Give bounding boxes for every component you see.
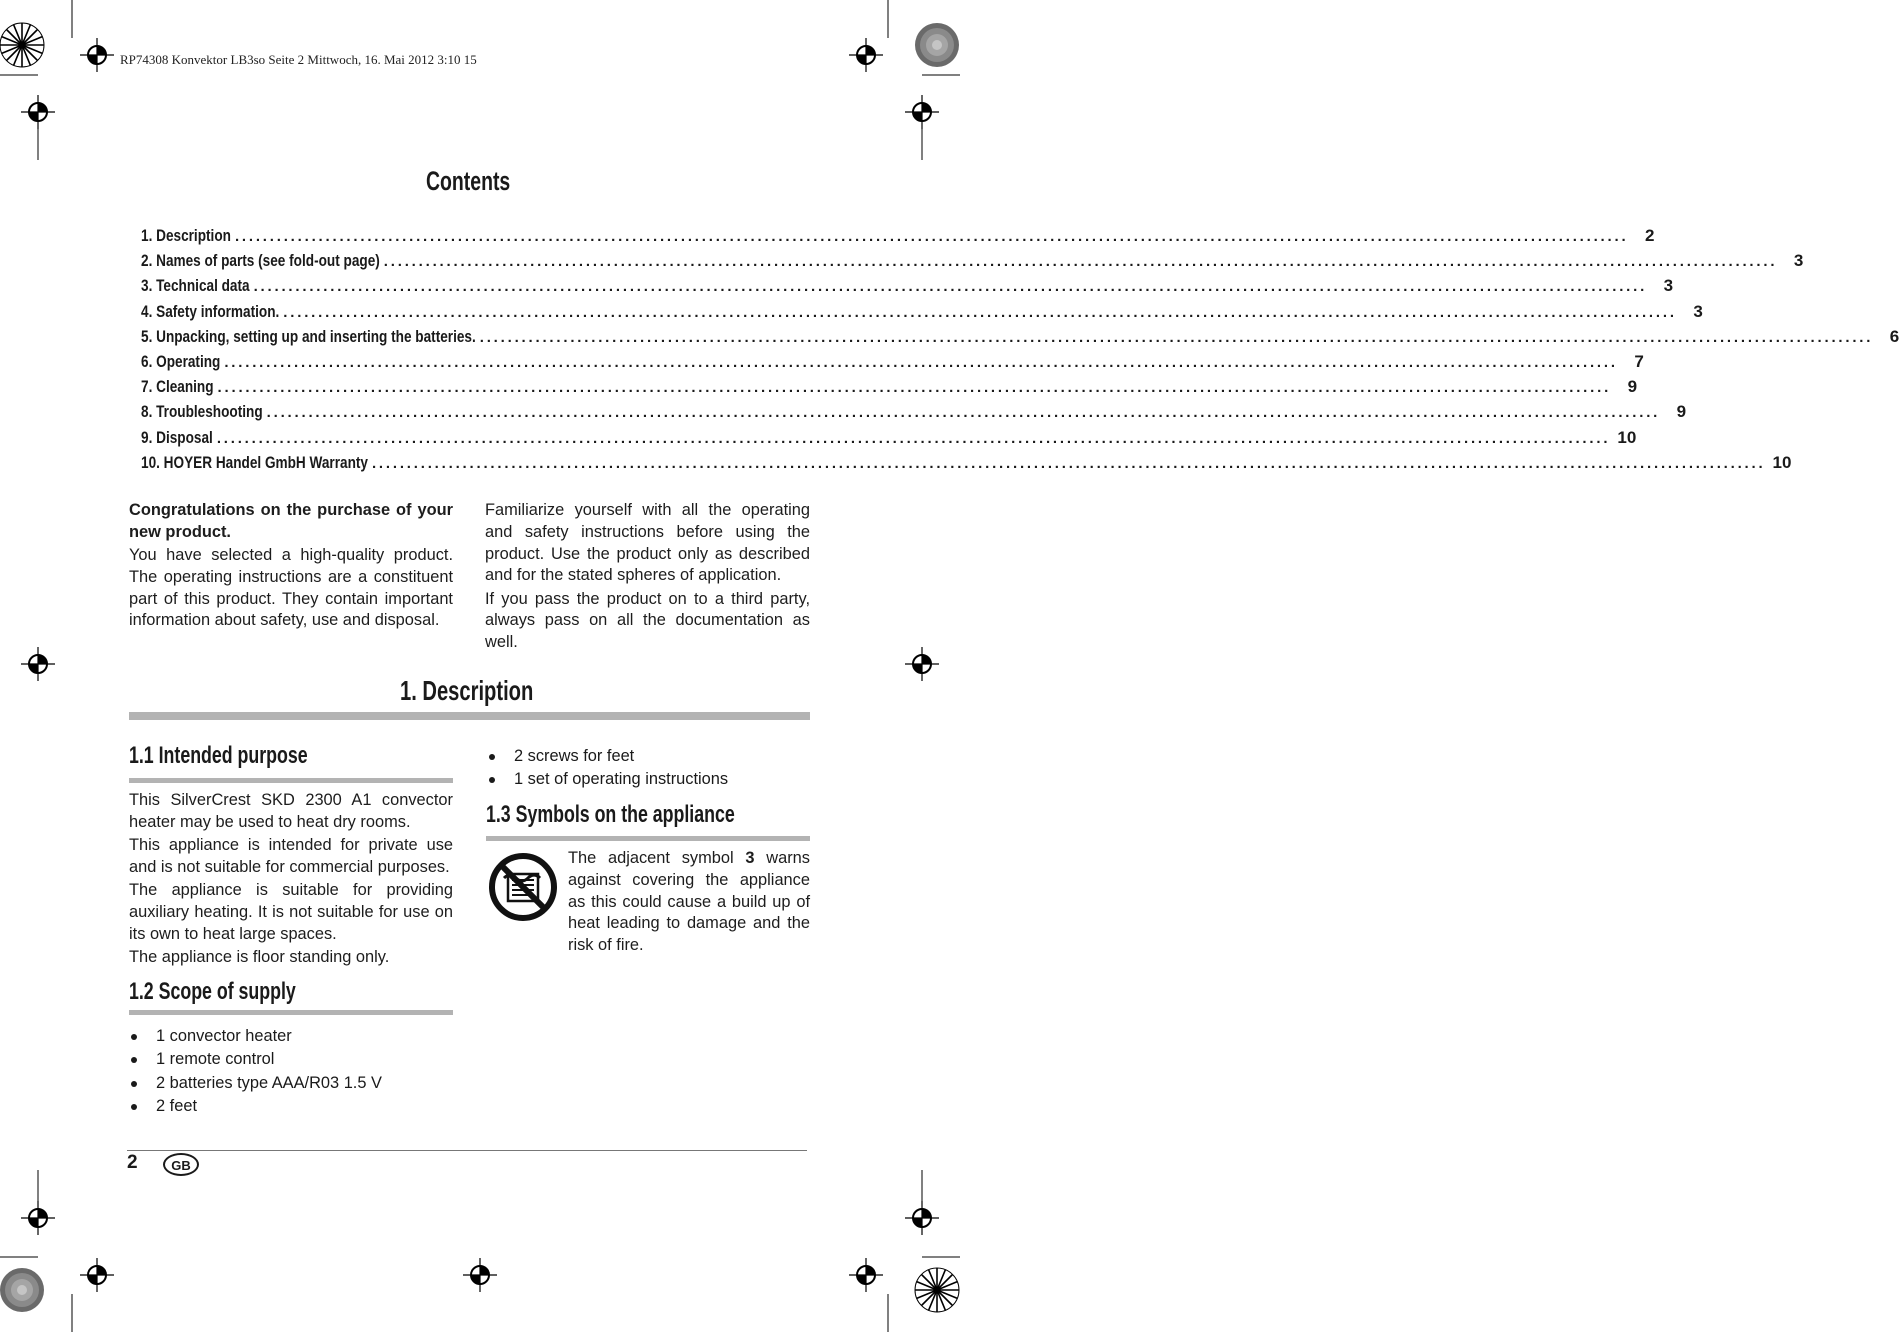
toc-entry	[141, 349, 1644, 374]
supply-list-right	[487, 745, 817, 792]
intended-purpose-text	[129, 790, 453, 970]
intended-purpose-p3: The appliance is suitable for providing auxiliary heating. It is not suitable for use on its own to heat large spaces.	[129, 881, 453, 943]
toc-entry	[141, 223, 1655, 248]
section-bar	[129, 712, 810, 720]
toc-entry-page: 10	[1772, 452, 1792, 472]
toc-leader-dots: ........................................................................................................................................................................................................	[234, 228, 1629, 245]
print-slug: RP74308 Konvektor LB3so Seite 2 Mittwoch, 16. Mai 2012 3:10 15	[120, 52, 477, 67]
list-item: 1 remote control	[129, 1048, 459, 1071]
toc-entry-label: 1. Description	[141, 226, 231, 245]
heading-intended-purpose: 1.1 Intended purpose	[129, 742, 308, 769]
toc-entry-page: 3	[1793, 251, 1804, 271]
symbols-text	[568, 848, 810, 958]
language-badge: GB	[163, 1153, 199, 1176]
toc-entry-label: 10. HOYER Handel GmbH Warranty	[141, 452, 368, 472]
table-of-contents	[141, 223, 1899, 475]
toc-entry-page: 3	[1693, 301, 1703, 321]
footer-rule	[127, 1150, 807, 1151]
toc-leader-dots: ........................................................................................................................................................................................................	[383, 253, 1778, 271]
list-item: 2 batteries type AAA/R03 1.5 V	[129, 1072, 459, 1095]
heading-symbols: 1.3 Symbols on the appliance	[486, 801, 735, 828]
toc-entry-page: 2	[1644, 226, 1655, 245]
toc-entry	[141, 425, 1637, 450]
intro-text: You have selected a high-quality product. The operating instructions are a constituent part of this product. They contain important information about safety, use and disposal.	[129, 546, 453, 630]
intro-left	[129, 500, 453, 634]
toc-entry-label: 2. Names of parts (see fold-out page)	[141, 251, 380, 271]
subsection-bar	[129, 1010, 453, 1015]
toc-entry-page: 7	[1634, 351, 1644, 371]
intended-purpose-p1: This SilverCrest SKD 2300 A1 convector heater may be used to heat dry rooms.	[129, 791, 453, 831]
symbol-number: 3	[745, 849, 755, 867]
toc-entry-label: 3. Technical data	[141, 276, 250, 296]
toc-entry-page: 10	[1617, 427, 1637, 447]
contents-title: Contents	[426, 166, 511, 196]
toc-leader-dots: ........................................................................................................................................................................................................	[217, 379, 1612, 397]
toc-entry-page: 9	[1676, 402, 1687, 422]
toc-entry-label: 5. Unpacking, setting up and inserting the batteries.	[141, 326, 476, 346]
supply-list-left	[129, 1025, 459, 1118]
toc-leader-dots: ........................................................................................................................................................................................................	[253, 278, 1648, 296]
list-item: 1 convector heater	[129, 1025, 459, 1048]
subsection-bar	[129, 778, 453, 783]
toc-entry	[141, 273, 1674, 298]
toc-entry-label: 7. Cleaning	[141, 377, 214, 397]
toc-entry	[141, 374, 1638, 399]
do-not-cover-icon	[488, 852, 558, 922]
toc-entry-label: 9. Disposal	[141, 427, 213, 447]
toc-entry	[141, 324, 1899, 349]
intro-right	[485, 500, 810, 656]
toc-entry	[141, 399, 1687, 424]
heading-scope-of-supply: 1.2 Scope of supply	[129, 978, 296, 1005]
toc-leader-dots: ........................................................................................................................................................................................................	[479, 328, 1874, 346]
section-heading-description: 1. Description	[400, 675, 534, 706]
toc-entry-page: 6	[1889, 326, 1899, 346]
toc-entry-label: 8. Troubleshooting	[141, 402, 263, 422]
page-number: 2	[127, 1152, 138, 1173]
intro-congratulations: Congratulations on the purchase of your new product.	[129, 501, 453, 541]
toc-leader-dots: ........................................................................................................................................................................................................	[283, 303, 1677, 321]
toc-entry-page: 3	[1663, 276, 1674, 296]
intended-purpose-p2: This appliance is intended for private use and is not suitable for commercial purposes.	[129, 836, 453, 876]
list-item: 2 feet	[129, 1095, 459, 1118]
symbols-paragraph: The adjacent symbol 3 warns against covering the appliance as this could cause a build up of heat leading to damage and the risk of fire.	[568, 849, 810, 955]
toc-leader-dots: ........................................................................................................................................................................................................	[224, 353, 1618, 371]
toc-leader-dots: ........................................................................................................................................................................................................	[266, 404, 1661, 422]
toc-entry-page: 9	[1627, 377, 1638, 397]
toc-entry	[141, 299, 1703, 324]
list-item: 2 screws for feet	[487, 745, 817, 768]
list-item: 1 set of operating instructions	[487, 768, 817, 791]
toc-entry	[141, 248, 1804, 273]
intended-purpose-p4: The appliance is floor standing only.	[129, 948, 390, 967]
toc-leader-dots: ........................................................................................................................................................................................................	[371, 454, 1766, 472]
toc-leader-dots: ........................................................................................................................................................................................................	[216, 429, 1611, 447]
toc-entry-label: 6. Operating	[141, 351, 221, 371]
subsection-bar	[486, 836, 810, 841]
intro-familiarize: Familiarize yourself with all the operating and safety instructions before using the product. Use the product only as described and for the stated spheres of application.	[485, 501, 810, 585]
intro-third-party: If you pass the product on to a third party, always pass on all the documentation as well.	[485, 589, 810, 652]
toc-entry-label: 4. Safety information.	[141, 301, 280, 321]
toc-entry	[141, 450, 1792, 475]
